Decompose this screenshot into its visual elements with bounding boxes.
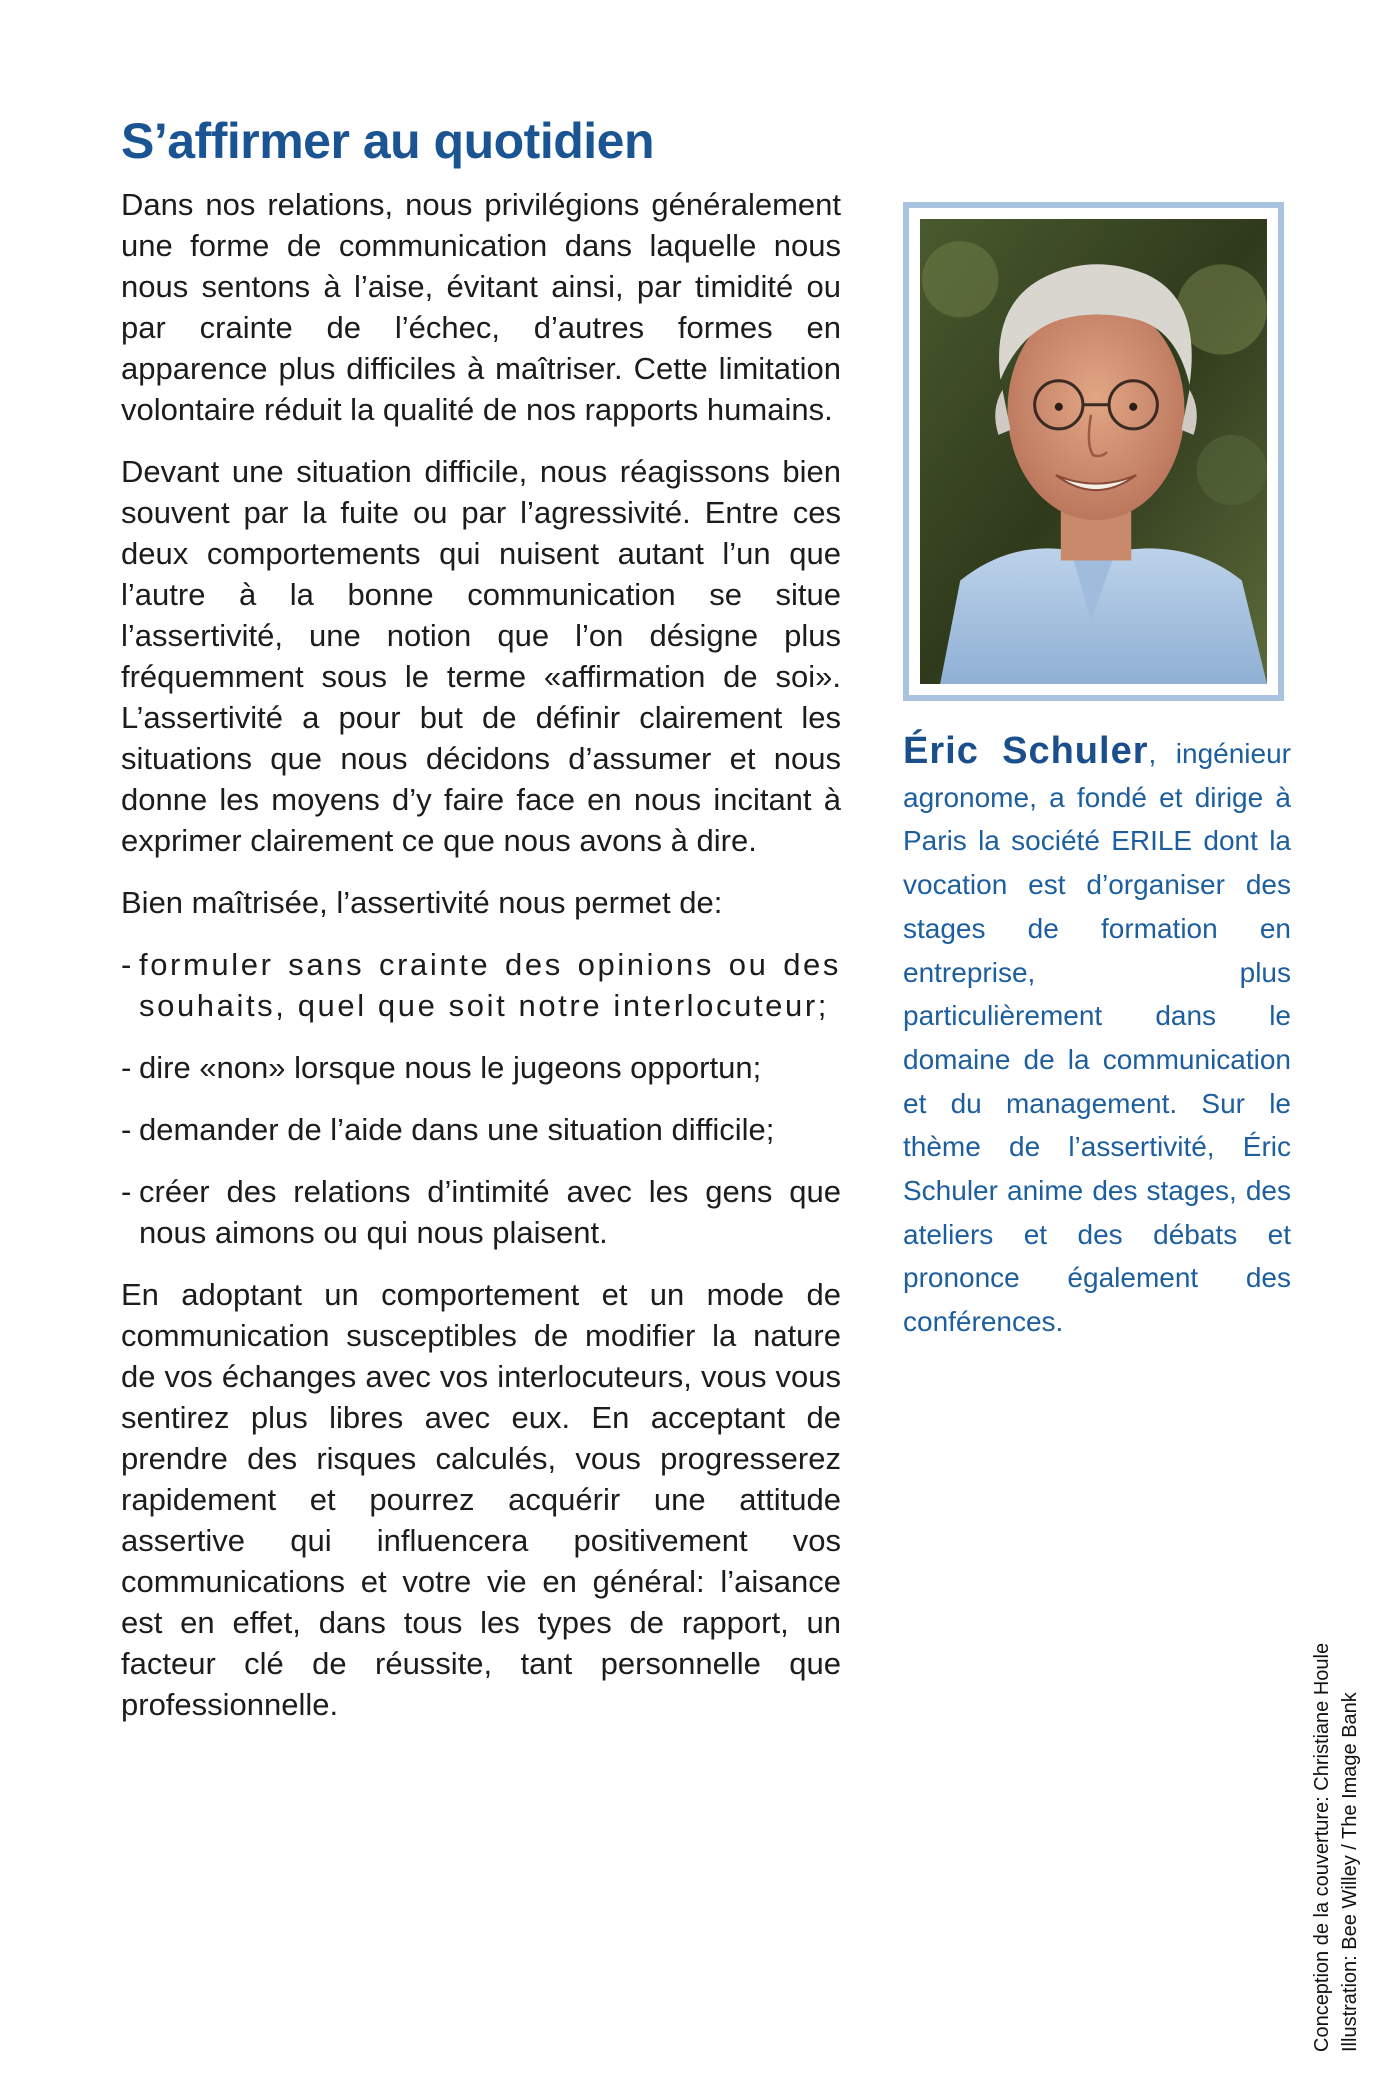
author-bio-text: , ingénieur agronome, a fondé et dirige à Paris la société ERILE dont la vocation est d’organiser des stages de formation en entreprise, plus particulièrement dans le domaine de la communication et du management. Sur le thème de l’assertivité, Éric Schuler anime des stages, des ateliers et des débats et prononce également des conférences. — [903, 738, 1291, 1338]
main-text-column — [121, 184, 841, 1746]
list-item — [121, 1047, 841, 1088]
author-bio — [903, 730, 1291, 1344]
paragraph-assertiveness: Devant une situation difficile, nous réagissons bien souvent par la fuite ou par l’agressivité. Entre ces deux comportements qui nuisent autant l’un que l’autre à la bonne communication se situe l’assertivité, une notion que l’on désigne plus fréquemment sous le terme «affirmation de soi». L’assertivité a pour but de définir clairement les situations que nous décidons d’assumer et nous donne les moyens d’y faire face en nous incitant à exprimer clairement ce que nous avons à dire. — [121, 454, 841, 858]
list-item-text: demander de l’aide dans une situation difficile; — [139, 1112, 775, 1147]
credit-illustration: Illustration: Bee Willey / The Image Bank — [1339, 1692, 1361, 2052]
cover-credits — [1308, 1643, 1364, 2052]
list-dash: - — [121, 1174, 132, 1209]
benefits-list — [121, 944, 841, 1253]
author-name: Éric Schuler — [903, 730, 1149, 772]
list-dash: - — [121, 1050, 132, 1085]
list-item — [121, 1171, 841, 1253]
list-item — [121, 944, 841, 1026]
paragraph-intro: Dans nos relations, nous privilégions généralement une forme de communication dans laquelle nous nous sentons à l’aise, évitant ainsi, par timidité ou par crainte de l’échec, d’autres formes en apparence plus difficiles à maîtriser. Cette limitation volontaire réduit la qualité de nos rapports humains. — [121, 187, 841, 427]
page-title: S’affirmer au quotidien — [121, 113, 655, 169]
paragraph-list-intro: Bien maîtrisée, l’assertivité nous permet de: — [121, 885, 723, 920]
list-item — [121, 1109, 841, 1150]
list-item-text: formuler sans crainte des opinions ou des souhaits, quel que soit notre interlocuteur; — [139, 947, 841, 1023]
author-photo-frame — [903, 202, 1284, 701]
list-item-text: dire «non» lorsque nous le jugeons opportun; — [139, 1050, 762, 1085]
list-item-text: créer des relations d’intimité avec les gens que nous aimons ou qui nous plaisent. — [139, 1174, 841, 1250]
credit-cover-design: Conception de la couverture: Christiane Houle — [1311, 1642, 1333, 2052]
paragraph-closing: En adoptant un comportement et un mode de communication susceptibles de modifier la nature de vos échanges avec vos interlocuteurs, vous vous sentirez plus libres avec eux. En acceptant de prendre des risques calculés, vous progresserez rapidement et pourrez acquérir une attitude assertive qui influencera positivement vos communications et votre vie en général: l’aisance est en effet, dans tous les types de rapport, un facteur clé de réussite, tant personnelle que professionnelle. — [121, 1277, 841, 1722]
author-photo — [920, 219, 1267, 684]
list-dash: - — [121, 947, 132, 982]
list-dash: - — [121, 1112, 132, 1147]
